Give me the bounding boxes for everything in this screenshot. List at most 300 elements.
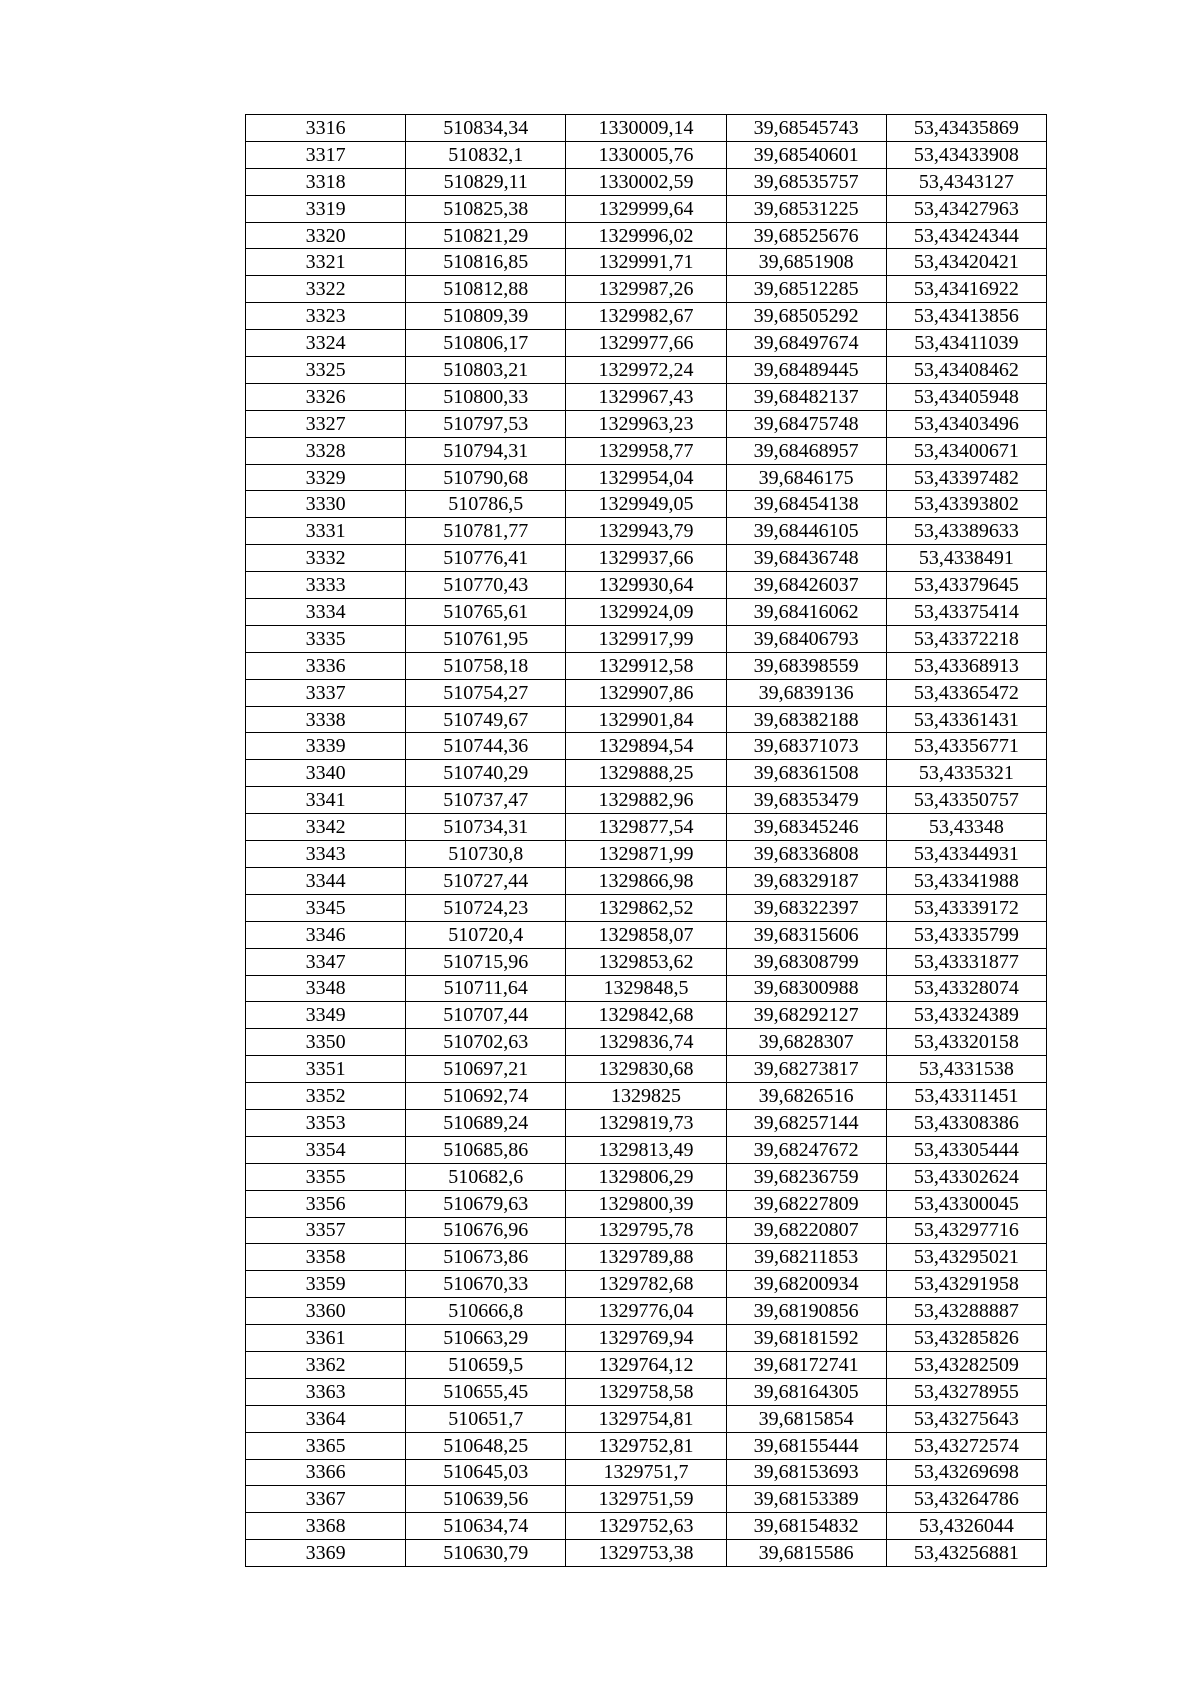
y-coordinate-cell: 1329753,38 [566, 1540, 726, 1567]
table-row [246, 168, 1047, 195]
table-row [246, 383, 1047, 410]
latitude-cell: 53,43393802 [886, 491, 1046, 518]
y-coordinate-cell: 1329871,99 [566, 841, 726, 868]
x-coordinate-cell: 510730,8 [406, 841, 566, 868]
point-number-cell: 3325 [246, 357, 406, 384]
x-coordinate-cell: 510715,96 [406, 948, 566, 975]
y-coordinate-cell: 1329758,58 [566, 1378, 726, 1405]
latitude-cell: 53,43375414 [886, 599, 1046, 626]
latitude-cell: 53,43435869 [886, 115, 1046, 142]
table-row [246, 841, 1047, 868]
latitude-cell: 53,43344931 [886, 841, 1046, 868]
point-number-cell: 3367 [246, 1486, 406, 1513]
point-number-cell: 3352 [246, 1083, 406, 1110]
table-row [246, 1190, 1047, 1217]
latitude-cell: 53,43420421 [886, 249, 1046, 276]
x-coordinate-cell: 510670,33 [406, 1271, 566, 1298]
latitude-cell: 53,43282509 [886, 1351, 1046, 1378]
point-number-cell: 3357 [246, 1217, 406, 1244]
x-coordinate-cell: 510727,44 [406, 867, 566, 894]
table-row [246, 679, 1047, 706]
y-coordinate-cell: 1329862,52 [566, 894, 726, 921]
point-number-cell: 3337 [246, 679, 406, 706]
longitude-cell: 39,68454138 [726, 491, 886, 518]
point-number-cell: 3328 [246, 437, 406, 464]
point-number-cell: 3365 [246, 1432, 406, 1459]
latitude-cell: 53,43302624 [886, 1163, 1046, 1190]
point-number-cell: 3334 [246, 599, 406, 626]
point-number-cell: 3347 [246, 948, 406, 975]
y-coordinate-cell: 1329924,09 [566, 599, 726, 626]
y-coordinate-cell: 1329754,81 [566, 1405, 726, 1432]
latitude-cell: 53,43308386 [886, 1109, 1046, 1136]
x-coordinate-cell: 510645,03 [406, 1459, 566, 1486]
latitude-cell: 53,43291958 [886, 1271, 1046, 1298]
table-row [246, 1056, 1047, 1083]
longitude-cell: 39,68172741 [726, 1351, 886, 1378]
point-number-cell: 3321 [246, 249, 406, 276]
longitude-cell: 39,68315606 [726, 921, 886, 948]
point-number-cell: 3319 [246, 195, 406, 222]
y-coordinate-cell: 1329917,99 [566, 625, 726, 652]
x-coordinate-cell: 510682,6 [406, 1163, 566, 1190]
y-coordinate-cell: 1329769,94 [566, 1325, 726, 1352]
table-row [246, 303, 1047, 330]
x-coordinate-cell: 510692,74 [406, 1083, 566, 1110]
table-row [246, 357, 1047, 384]
latitude-cell: 53,43411039 [886, 330, 1046, 357]
y-coordinate-cell: 1329912,58 [566, 652, 726, 679]
longitude-cell: 39,68153693 [726, 1459, 886, 1486]
longitude-cell: 39,68475748 [726, 410, 886, 437]
longitude-cell: 39,68361508 [726, 760, 886, 787]
longitude-cell: 39,68164305 [726, 1378, 886, 1405]
x-coordinate-cell: 510634,74 [406, 1513, 566, 1540]
latitude-cell: 53,43368913 [886, 652, 1046, 679]
longitude-cell: 39,68353479 [726, 787, 886, 814]
table-row [246, 1083, 1047, 1110]
y-coordinate-cell: 1329999,64 [566, 195, 726, 222]
table-row [246, 1244, 1047, 1271]
table-row [246, 437, 1047, 464]
y-coordinate-cell: 1329836,74 [566, 1029, 726, 1056]
latitude-cell: 53,4343127 [886, 168, 1046, 195]
longitude-cell: 39,68181592 [726, 1325, 886, 1352]
longitude-cell: 39,68535757 [726, 168, 886, 195]
x-coordinate-cell: 510659,5 [406, 1351, 566, 1378]
latitude-cell: 53,43400671 [886, 437, 1046, 464]
latitude-cell: 53,43350757 [886, 787, 1046, 814]
latitude-cell: 53,4331538 [886, 1056, 1046, 1083]
y-coordinate-cell: 1329882,96 [566, 787, 726, 814]
longitude-cell: 39,68398559 [726, 652, 886, 679]
y-coordinate-cell: 1329782,68 [566, 1271, 726, 1298]
x-coordinate-cell: 510707,44 [406, 1002, 566, 1029]
y-coordinate-cell: 1329972,24 [566, 357, 726, 384]
y-coordinate-cell: 1329977,66 [566, 330, 726, 357]
longitude-cell: 39,68257144 [726, 1109, 886, 1136]
longitude-cell: 39,68200934 [726, 1271, 886, 1298]
latitude-cell: 53,4338491 [886, 545, 1046, 572]
x-coordinate-cell: 510800,33 [406, 383, 566, 410]
point-number-cell: 3343 [246, 841, 406, 868]
longitude-cell: 39,68227809 [726, 1190, 886, 1217]
longitude-cell: 39,6851908 [726, 249, 886, 276]
longitude-cell: 39,68322397 [726, 894, 886, 921]
longitude-cell: 39,6815586 [726, 1540, 886, 1567]
longitude-cell: 39,68489445 [726, 357, 886, 384]
point-number-cell: 3362 [246, 1351, 406, 1378]
table-row [246, 1513, 1047, 1540]
longitude-cell: 39,68531225 [726, 195, 886, 222]
point-number-cell: 3355 [246, 1163, 406, 1190]
latitude-cell: 53,43269698 [886, 1459, 1046, 1486]
y-coordinate-cell: 1329967,43 [566, 383, 726, 410]
latitude-cell: 53,43256881 [886, 1540, 1046, 1567]
y-coordinate-cell: 1329907,86 [566, 679, 726, 706]
x-coordinate-cell: 510689,24 [406, 1109, 566, 1136]
point-number-cell: 3320 [246, 222, 406, 249]
x-coordinate-cell: 510797,53 [406, 410, 566, 437]
x-coordinate-cell: 510679,63 [406, 1190, 566, 1217]
point-number-cell: 3318 [246, 168, 406, 195]
x-coordinate-cell: 510737,47 [406, 787, 566, 814]
x-coordinate-cell: 510825,38 [406, 195, 566, 222]
y-coordinate-cell: 1329894,54 [566, 733, 726, 760]
point-number-cell: 3326 [246, 383, 406, 410]
x-coordinate-cell: 510651,7 [406, 1405, 566, 1432]
y-coordinate-cell: 1329752,81 [566, 1432, 726, 1459]
x-coordinate-cell: 510803,21 [406, 357, 566, 384]
longitude-cell: 39,68247672 [726, 1136, 886, 1163]
y-coordinate-cell: 1329819,73 [566, 1109, 726, 1136]
x-coordinate-cell: 510806,17 [406, 330, 566, 357]
y-coordinate-cell: 1329830,68 [566, 1056, 726, 1083]
y-coordinate-cell: 1329937,66 [566, 545, 726, 572]
point-number-cell: 3360 [246, 1298, 406, 1325]
point-number-cell: 3329 [246, 464, 406, 491]
longitude-cell: 39,6815854 [726, 1405, 886, 1432]
point-number-cell: 3331 [246, 518, 406, 545]
table-row [246, 1163, 1047, 1190]
coordinates-table [245, 114, 1047, 1567]
latitude-cell: 53,43297716 [886, 1217, 1046, 1244]
x-coordinate-cell: 510639,56 [406, 1486, 566, 1513]
point-number-cell: 3346 [246, 921, 406, 948]
latitude-cell: 53,43408462 [886, 357, 1046, 384]
longitude-cell: 39,68236759 [726, 1163, 886, 1190]
y-coordinate-cell: 1329949,05 [566, 491, 726, 518]
coordinates-table-body [246, 115, 1047, 1567]
latitude-cell: 53,43348 [886, 814, 1046, 841]
latitude-cell: 53,43424344 [886, 222, 1046, 249]
point-number-cell: 3363 [246, 1378, 406, 1405]
longitude-cell: 39,68497674 [726, 330, 886, 357]
x-coordinate-cell: 510765,61 [406, 599, 566, 626]
point-number-cell: 3333 [246, 572, 406, 599]
x-coordinate-cell: 510761,95 [406, 625, 566, 652]
latitude-cell: 53,43328074 [886, 975, 1046, 1002]
table-row [246, 115, 1047, 142]
table-row [246, 1432, 1047, 1459]
y-coordinate-cell: 1329930,64 [566, 572, 726, 599]
table-row [246, 894, 1047, 921]
table-row [246, 1325, 1047, 1352]
x-coordinate-cell: 510758,18 [406, 652, 566, 679]
table-row [246, 733, 1047, 760]
table-row [246, 921, 1047, 948]
latitude-cell: 53,43397482 [886, 464, 1046, 491]
longitude-cell: 39,68345246 [726, 814, 886, 841]
table-row [246, 975, 1047, 1002]
table-row [246, 706, 1047, 733]
table-row [246, 1002, 1047, 1029]
point-number-cell: 3338 [246, 706, 406, 733]
table-row [246, 249, 1047, 276]
longitude-cell: 39,68220807 [726, 1217, 886, 1244]
latitude-cell: 53,43331877 [886, 948, 1046, 975]
point-number-cell: 3323 [246, 303, 406, 330]
y-coordinate-cell: 1329954,04 [566, 464, 726, 491]
point-number-cell: 3361 [246, 1325, 406, 1352]
x-coordinate-cell: 510749,67 [406, 706, 566, 733]
latitude-cell: 53,43356771 [886, 733, 1046, 760]
point-number-cell: 3358 [246, 1244, 406, 1271]
table-row [246, 330, 1047, 357]
table-row [246, 222, 1047, 249]
y-coordinate-cell: 1329800,39 [566, 1190, 726, 1217]
x-coordinate-cell: 510711,64 [406, 975, 566, 1002]
point-number-cell: 3364 [246, 1405, 406, 1432]
y-coordinate-cell: 1329795,78 [566, 1217, 726, 1244]
y-coordinate-cell: 1329789,88 [566, 1244, 726, 1271]
point-number-cell: 3351 [246, 1056, 406, 1083]
x-coordinate-cell: 510821,29 [406, 222, 566, 249]
longitude-cell: 39,6828307 [726, 1029, 886, 1056]
longitude-cell: 39,68416062 [726, 599, 886, 626]
point-number-cell: 3356 [246, 1190, 406, 1217]
latitude-cell: 53,43285826 [886, 1325, 1046, 1352]
longitude-cell: 39,68154832 [726, 1513, 886, 1540]
x-coordinate-cell: 510685,86 [406, 1136, 566, 1163]
x-coordinate-cell: 510832,1 [406, 141, 566, 168]
longitude-cell: 39,6826516 [726, 1083, 886, 1110]
table-row [246, 948, 1047, 975]
latitude-cell: 53,43365472 [886, 679, 1046, 706]
y-coordinate-cell: 1329752,63 [566, 1513, 726, 1540]
longitude-cell: 39,68468957 [726, 437, 886, 464]
longitude-cell: 39,68211853 [726, 1244, 886, 1271]
longitude-cell: 39,68512285 [726, 276, 886, 303]
point-number-cell: 3317 [246, 141, 406, 168]
latitude-cell: 53,43288887 [886, 1298, 1046, 1325]
x-coordinate-cell: 510724,23 [406, 894, 566, 921]
point-number-cell: 3316 [246, 115, 406, 142]
x-coordinate-cell: 510754,27 [406, 679, 566, 706]
longitude-cell: 39,68406793 [726, 625, 886, 652]
point-number-cell: 3340 [246, 760, 406, 787]
longitude-cell: 39,68545743 [726, 115, 886, 142]
point-number-cell: 3327 [246, 410, 406, 437]
latitude-cell: 53,43403496 [886, 410, 1046, 437]
longitude-cell: 39,68190856 [726, 1298, 886, 1325]
table-row [246, 867, 1047, 894]
point-number-cell: 3359 [246, 1271, 406, 1298]
longitude-cell: 39,6839136 [726, 679, 886, 706]
latitude-cell: 53,43339172 [886, 894, 1046, 921]
x-coordinate-cell: 510770,43 [406, 572, 566, 599]
table-row [246, 625, 1047, 652]
x-coordinate-cell: 510786,5 [406, 491, 566, 518]
table-row [246, 518, 1047, 545]
y-coordinate-cell: 1329943,79 [566, 518, 726, 545]
latitude-cell: 53,43300045 [886, 1190, 1046, 1217]
longitude-cell: 39,68155444 [726, 1432, 886, 1459]
latitude-cell: 53,43413856 [886, 303, 1046, 330]
point-number-cell: 3336 [246, 652, 406, 679]
y-coordinate-cell: 1329996,02 [566, 222, 726, 249]
x-coordinate-cell: 510809,39 [406, 303, 566, 330]
latitude-cell: 53,43335799 [886, 921, 1046, 948]
longitude-cell: 39,6846175 [726, 464, 886, 491]
point-number-cell: 3369 [246, 1540, 406, 1567]
longitude-cell: 39,68482137 [726, 383, 886, 410]
x-coordinate-cell: 510655,45 [406, 1378, 566, 1405]
point-number-cell: 3349 [246, 1002, 406, 1029]
table-row [246, 545, 1047, 572]
longitude-cell: 39,68382188 [726, 706, 886, 733]
x-coordinate-cell: 510829,11 [406, 168, 566, 195]
y-coordinate-cell: 1329751,7 [566, 1459, 726, 1486]
x-coordinate-cell: 510744,36 [406, 733, 566, 760]
x-coordinate-cell: 510740,29 [406, 760, 566, 787]
table-row [246, 1351, 1047, 1378]
latitude-cell: 53,43416922 [886, 276, 1046, 303]
latitude-cell: 53,43405948 [886, 383, 1046, 410]
longitude-cell: 39,68540601 [726, 141, 886, 168]
table-row [246, 572, 1047, 599]
latitude-cell: 53,43275643 [886, 1405, 1046, 1432]
y-coordinate-cell: 1329958,77 [566, 437, 726, 464]
y-coordinate-cell: 1329764,12 [566, 1351, 726, 1378]
table-row [246, 1459, 1047, 1486]
table-row [246, 1109, 1047, 1136]
point-number-cell: 3354 [246, 1136, 406, 1163]
latitude-cell: 53,43361431 [886, 706, 1046, 733]
longitude-cell: 39,68525676 [726, 222, 886, 249]
table-row [246, 760, 1047, 787]
latitude-cell: 53,43427963 [886, 195, 1046, 222]
y-coordinate-cell: 1329806,29 [566, 1163, 726, 1190]
x-coordinate-cell: 510720,4 [406, 921, 566, 948]
y-coordinate-cell: 1329842,68 [566, 1002, 726, 1029]
point-number-cell: 3335 [246, 625, 406, 652]
y-coordinate-cell: 1330002,59 [566, 168, 726, 195]
x-coordinate-cell: 510781,77 [406, 518, 566, 545]
table-row [246, 1540, 1047, 1567]
table-row [246, 410, 1047, 437]
latitude-cell: 53,43272574 [886, 1432, 1046, 1459]
latitude-cell: 53,43341988 [886, 867, 1046, 894]
x-coordinate-cell: 510790,68 [406, 464, 566, 491]
x-coordinate-cell: 510663,29 [406, 1325, 566, 1352]
latitude-cell: 53,4326044 [886, 1513, 1046, 1540]
latitude-cell: 53,43305444 [886, 1136, 1046, 1163]
point-number-cell: 3366 [246, 1459, 406, 1486]
x-coordinate-cell: 510630,79 [406, 1540, 566, 1567]
point-number-cell: 3339 [246, 733, 406, 760]
table-row [246, 652, 1047, 679]
longitude-cell: 39,68273817 [726, 1056, 886, 1083]
x-coordinate-cell: 510734,31 [406, 814, 566, 841]
point-number-cell: 3348 [246, 975, 406, 1002]
point-number-cell: 3350 [246, 1029, 406, 1056]
point-number-cell: 3345 [246, 894, 406, 921]
point-number-cell: 3332 [246, 545, 406, 572]
y-coordinate-cell: 1329866,98 [566, 867, 726, 894]
y-coordinate-cell: 1329963,23 [566, 410, 726, 437]
y-coordinate-cell: 1329901,84 [566, 706, 726, 733]
longitude-cell: 39,68153389 [726, 1486, 886, 1513]
x-coordinate-cell: 510776,41 [406, 545, 566, 572]
table-row [246, 1217, 1047, 1244]
x-coordinate-cell: 510812,88 [406, 276, 566, 303]
table-row [246, 141, 1047, 168]
latitude-cell: 53,43372218 [886, 625, 1046, 652]
latitude-cell: 53,43433908 [886, 141, 1046, 168]
longitude-cell: 39,68446105 [726, 518, 886, 545]
x-coordinate-cell: 510816,85 [406, 249, 566, 276]
latitude-cell: 53,43295021 [886, 1244, 1046, 1271]
y-coordinate-cell: 1329991,71 [566, 249, 726, 276]
y-coordinate-cell: 1329987,26 [566, 276, 726, 303]
y-coordinate-cell: 1329982,67 [566, 303, 726, 330]
point-number-cell: 3322 [246, 276, 406, 303]
y-coordinate-cell: 1330009,14 [566, 115, 726, 142]
longitude-cell: 39,68292127 [726, 1002, 886, 1029]
longitude-cell: 39,68300988 [726, 975, 886, 1002]
y-coordinate-cell: 1329877,54 [566, 814, 726, 841]
x-coordinate-cell: 510834,34 [406, 115, 566, 142]
latitude-cell: 53,43278955 [886, 1378, 1046, 1405]
longitude-cell: 39,68436748 [726, 545, 886, 572]
point-number-cell: 3342 [246, 814, 406, 841]
y-coordinate-cell: 1329858,07 [566, 921, 726, 948]
table-row [246, 1298, 1047, 1325]
table-row [246, 1405, 1047, 1432]
x-coordinate-cell: 510794,31 [406, 437, 566, 464]
table-row [246, 599, 1047, 626]
y-coordinate-cell: 1329813,49 [566, 1136, 726, 1163]
latitude-cell: 53,43320158 [886, 1029, 1046, 1056]
y-coordinate-cell: 1329848,5 [566, 975, 726, 1002]
y-coordinate-cell: 1329751,59 [566, 1486, 726, 1513]
latitude-cell: 53,43389633 [886, 518, 1046, 545]
y-coordinate-cell: 1329825 [566, 1083, 726, 1110]
longitude-cell: 39,68336808 [726, 841, 886, 868]
table-row [246, 491, 1047, 518]
latitude-cell: 53,43324389 [886, 1002, 1046, 1029]
x-coordinate-cell: 510673,86 [406, 1244, 566, 1271]
latitude-cell: 53,43264786 [886, 1486, 1046, 1513]
y-coordinate-cell: 1329888,25 [566, 760, 726, 787]
table-row [246, 1378, 1047, 1405]
latitude-cell: 53,43311451 [886, 1083, 1046, 1110]
point-number-cell: 3344 [246, 867, 406, 894]
y-coordinate-cell: 1329853,62 [566, 948, 726, 975]
longitude-cell: 39,68308799 [726, 948, 886, 975]
point-number-cell: 3353 [246, 1109, 406, 1136]
